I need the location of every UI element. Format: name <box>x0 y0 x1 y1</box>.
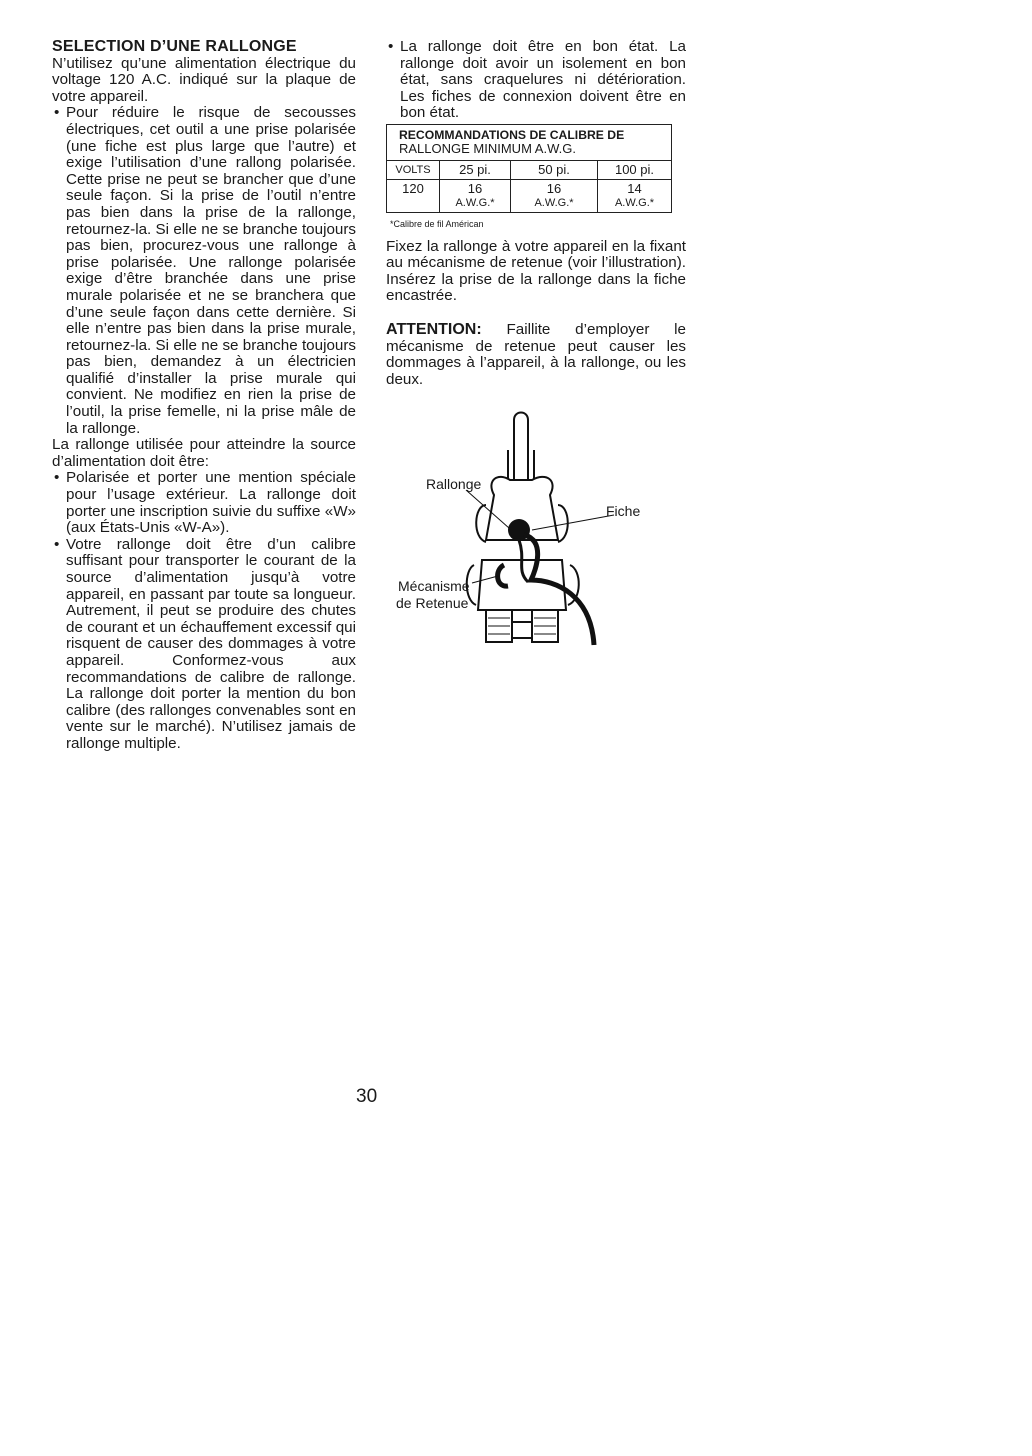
gauge-table <box>386 124 672 213</box>
list-item: • Pour réduire le risque de secousses électriques, cet outil a une prise polarisée (une fiche est plus large que l’autre) et exige l’utilisation d’une rallong polarisée. Cette prise ne peut se brancher que d’une seule façon. Si la prise de l’outil n’entre pas bien dans la prise de la rallonge, retournez-la. Si elle ne se branche toujours pas bien, procurez-vous une rallonge à prise polarisée. Une rallonge polarisée exige d’être branchée dans une prise murale polarisée et ne se branchera que d’une seule façon dans cette dernière. Si elle n’entre pas bien dans la prise murale, retournez-la. Si elle ne se branche toujours pas bien, demandez à un électricien qualifié d’installer la prise murale qui convient. Ne modifiez en rien la prise de l’outil, la prise femelle, ni la prise mâle de la rallonge. <box>52 105 356 437</box>
label-mecanisme-line2: de Retenue <box>396 595 469 611</box>
intro-paragraph: N’utilisez qu’une alimentation électrique du voltage 120 A.C. indiqué sur la plaque de votre appareil. <box>52 54 356 105</box>
blower-drawing <box>386 410 686 660</box>
table-header-25: 25 pi. <box>440 161 511 180</box>
right-column <box>386 39 686 388</box>
gauge-grid <box>387 161 671 212</box>
label-rallonge: Rallonge <box>426 476 482 492</box>
gauge-unit: A.W.G.* <box>455 196 495 209</box>
gauge-value: 16 <box>546 180 562 196</box>
attention-paragraph <box>386 322 686 388</box>
gauge-unit: A.W.G.* <box>614 196 655 209</box>
table-cell <box>511 179 598 212</box>
gauge-unit: A.W.G.* <box>534 196 574 209</box>
table-cell-volts: 120 <box>387 179 440 212</box>
table-title <box>387 125 671 161</box>
table-cell <box>598 179 672 212</box>
label-fiche: Fiche <box>606 503 641 519</box>
attention-label: ATTENTION: <box>386 320 482 338</box>
list-item: • Votre rallonge doit être d’un calibre suffisant pour transporter le courant de la source d’alimentation jusqu’à votre appareil, en passant par toute sa longueur. Autrement, il peut se produire des chutes de courant et un échauffement excessif qui risquent de causer des dommages à votre appareil. Conformez-vous aux recommandations de calibre de rallonge. La rallonge doit porter la mention du bon calibre (des rallonges convenables sont en vente sur le marché). N’utilisez jamais de rallonge multiple. <box>52 537 356 753</box>
table-header-50: 50 pi. <box>511 161 598 180</box>
cord-retainer-illustration <box>386 410 686 660</box>
table-title-bold: RECOMMANDATIONS DE CALIBRE DE <box>399 127 625 142</box>
section-heading: SELECTION D’UNE RALLONGE <box>52 38 297 55</box>
table-header-100: 100 pi. <box>598 161 672 180</box>
table-row <box>387 179 671 212</box>
table-title-rest: RALLONGE MINIMUM A.W.G. <box>399 140 576 156</box>
gauge-value: 14 <box>627 180 642 196</box>
requirements-list <box>52 470 356 752</box>
table-footnote: *Calibre de fil Américan <box>390 218 484 229</box>
extension-requirements-paragraph: La rallonge utilisée pour atteindre la source d’alimentation doit être: <box>52 436 356 470</box>
fix-instructions-paragraph: Fixez la rallonge à votre appareil en la fixant au mécanisme de retenue (voir l’illustration). Insérez la prise de la rallonge dans la fiche encastrée. <box>386 237 686 305</box>
attention-text: Faillite d’employer le mécanisme de retenue peut causer les dommages à l’appareil, à la rallonge, ou les deux. <box>386 320 686 388</box>
condition-list <box>386 39 686 122</box>
list-item: • La rallonge doit être en bon état. La rallonge doit avoir un isolement en bon état, sans craquelures ni détérioration. Les fiches de connexion doivent être en bon état. <box>386 39 686 122</box>
gauge-value: 16 <box>467 180 483 196</box>
left-column <box>52 39 356 753</box>
polarization-list <box>52 105 356 437</box>
page-number: 30 <box>356 1086 378 1107</box>
table-cell <box>440 179 511 212</box>
table-row <box>387 161 671 180</box>
table-header-volts: VOLTS <box>387 161 440 180</box>
label-mecanisme-line1: Mécanisme <box>398 578 470 594</box>
list-item: • Polarisée et porter une mention spéciale pour l’usage extérieur. La rallonge doit porter une inscription suivie du suffixe «W» (aux États-Unis «W-A»). <box>52 470 356 536</box>
